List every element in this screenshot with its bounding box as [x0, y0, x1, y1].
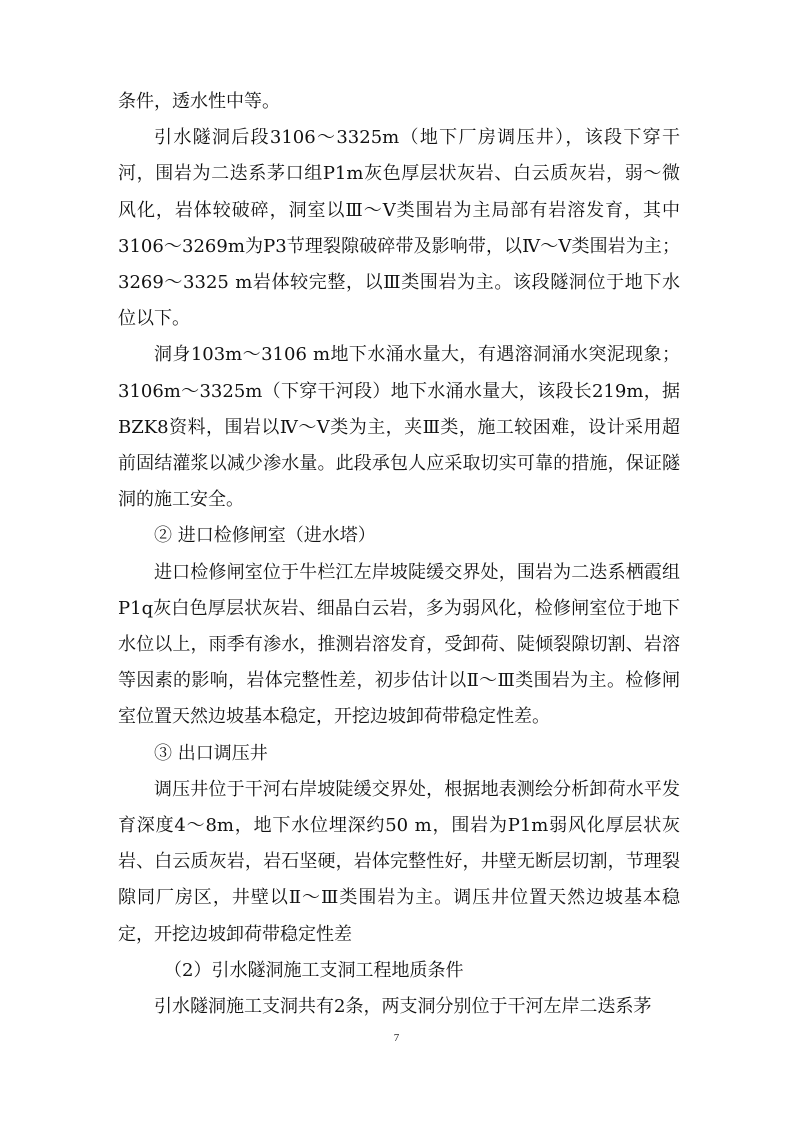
paragraph-inlet-gate-chamber: 进口检修闸室位于牛栏江左岸坡陡缓交界处，围岩为二迭系栖霞组P1q灰白色厚层状灰岩、细晶白云岩，多为弱风化，检修闸室位于地下水位以上，雨季有渗水，推测岩溶发育，受卸荷、陡倾裂隙切割、岩溶等因素的影响，岩体完整性差，初步估计以Ⅱ～Ⅲ类围岩为主。检修闸室位置天然边坡基本稳定，开挖边坡卸荷带稳定性差。 [118, 561, 680, 728]
heading-outlet-surge-shaft: ③ 出口调压井 [154, 742, 268, 764]
paragraph-construction-adits: 引水隧洞施工支洞共有2条，两支洞分别位于干河左岸二迭系茅 [154, 996, 652, 1018]
document-body [118, 84, 680, 1025]
heading-construction-adits: （2）引水隧洞施工支洞工程地质条件 [164, 959, 464, 981]
paragraph-outlet-surge-shaft: 调压井位于干河右岸坡陡缓交界处，根据地表测绘分析卸荷水平发育深度4～8m，地下水位埋深约50 m，围岩为P1m弱风化厚层状灰岩、白云质灰岩，岩石坚硬，岩体完整性好，井壁无断层切割，节理裂隙同厂房区，井壁以Ⅱ～Ⅲ类围岩为主。调压井位置天然边坡基本稳定，开挖边坡卸荷带稳定性差 [118, 778, 680, 945]
page-number: 7 [393, 1032, 400, 1044]
paragraph-tunnel-rear-section: 引水隧洞后段3106～3325m（地下厂房调压井），该段下穿干河，围岩为二迭系茅口组P1m灰色厚层状灰岩、白云质灰岩，弱～微风化，岩体较破碎，洞室以Ⅲ～Ⅴ类围岩为主局部有岩溶发育，其中3106～3269m为P3节理裂隙破碎带及影响带，以Ⅳ～Ⅴ类围岩为主； 3269～3325 m岩体较完整，以Ⅲ类围岩为主。该段隧洞位于地下水位以下。 [118, 127, 680, 330]
paragraph-continuation: 条件，透水性中等。 [118, 91, 280, 112]
heading-inlet-gate-chamber: ② 进口检修闸室（进水塔） [154, 525, 376, 547]
paragraph-tunnel-water-inflow: 洞身103m～3106 m地下水涌水量大，有遇溶洞涌水突泥现象；3106m～3325m（下穿干河段）地下水涌水量大，该段长219m，据BZK8资料，围岩以Ⅳ～Ⅴ类为主，夹Ⅲ类，施工较困难，设计采用超前固结灌浆以减少渗水量。此段承包人应采取切实可靠的措施，保证隧洞的施工安全。 [118, 344, 680, 511]
